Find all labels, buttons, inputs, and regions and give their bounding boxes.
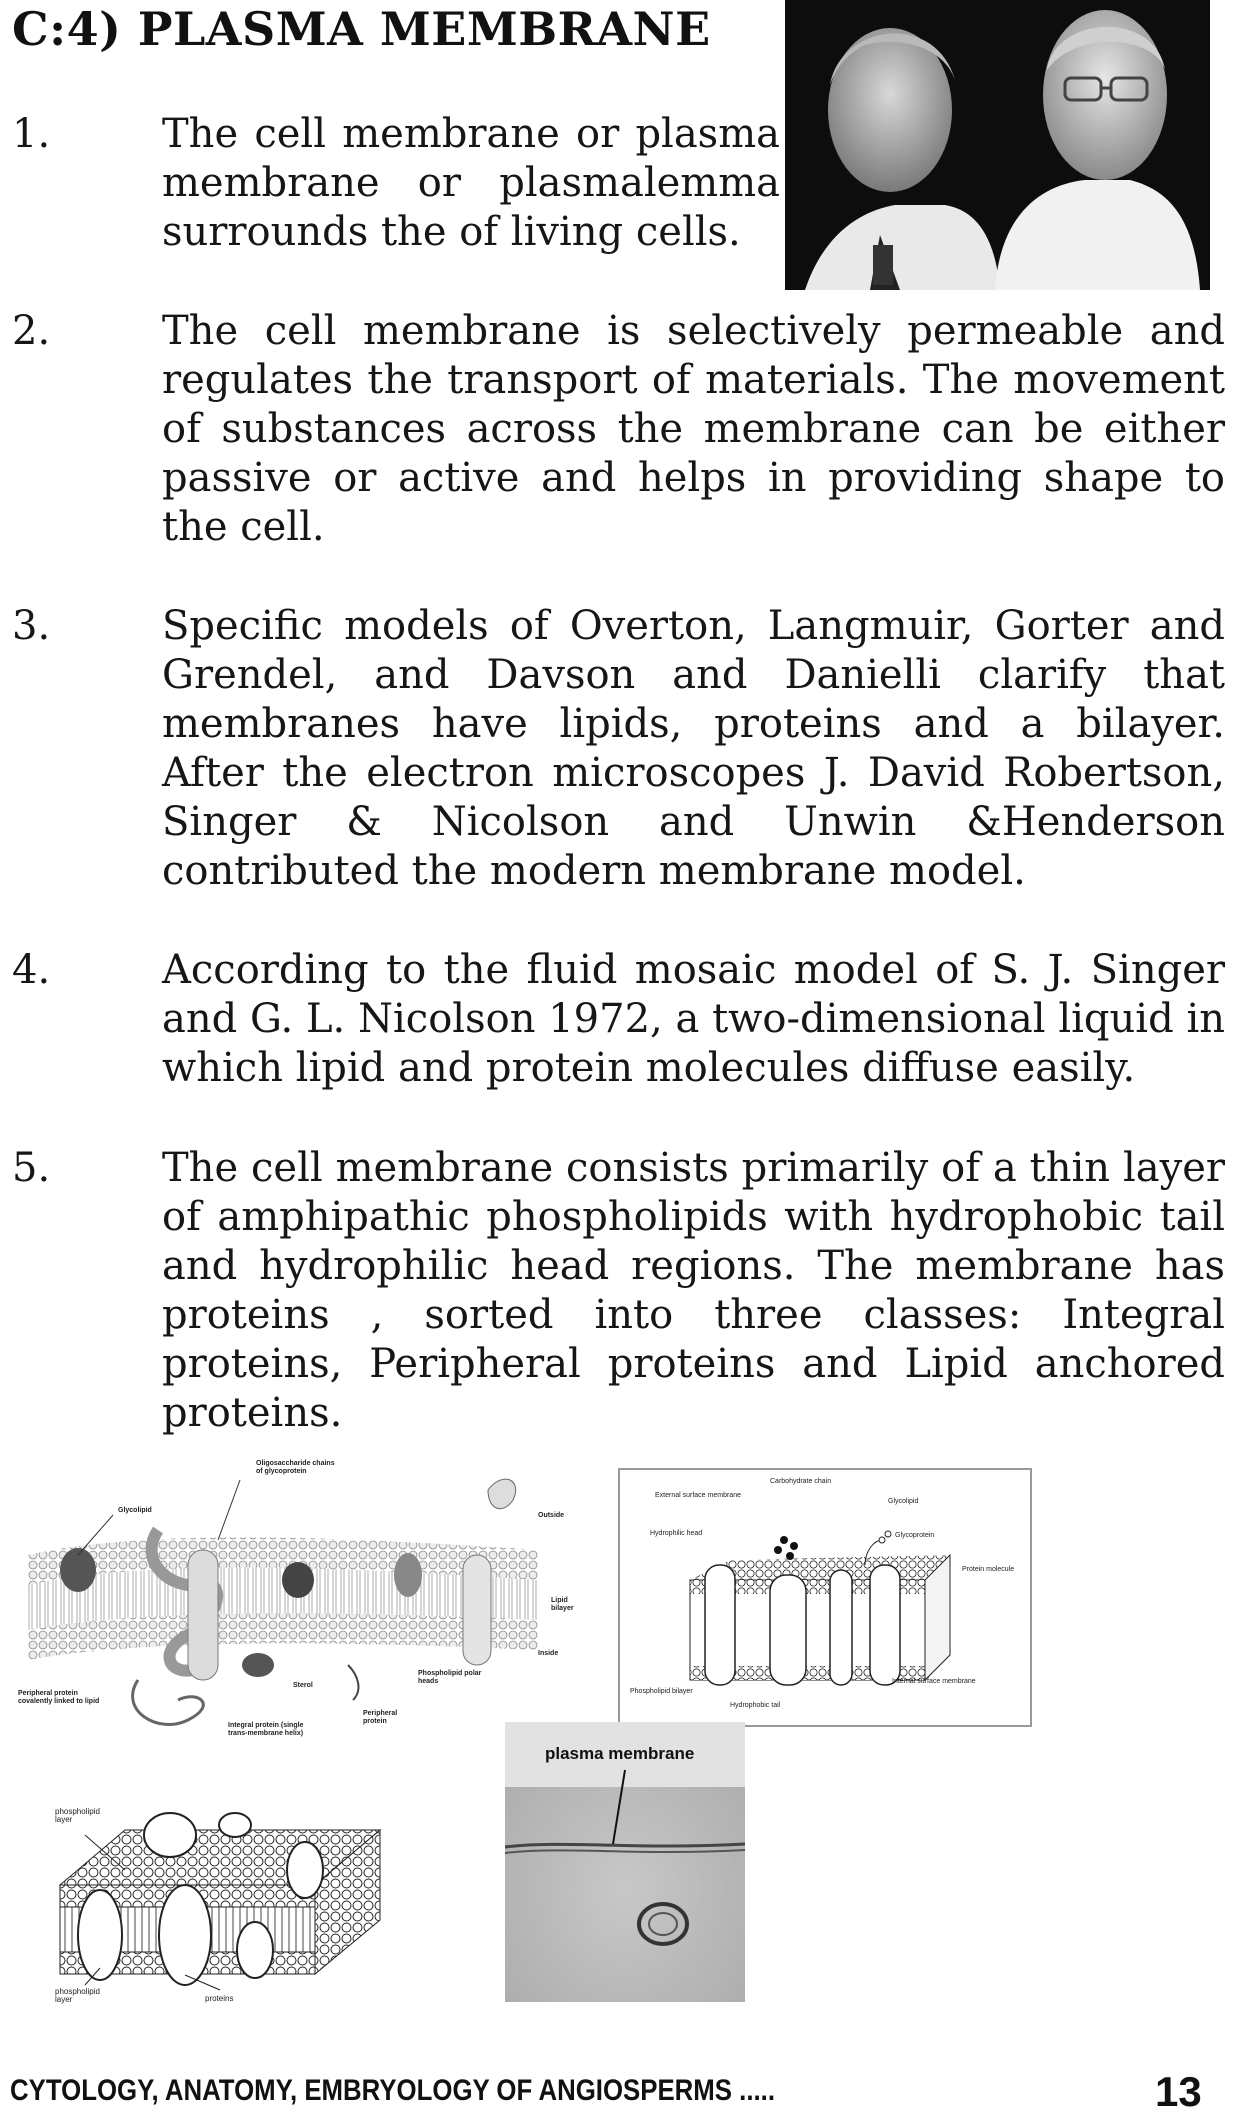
footer-book-title: CYTOLOGY, ANATOMY, EMBRYOLOGY OF ANGIOSPERMS .....	[10, 2074, 776, 2107]
label-peripheral-protein: Peripheral protein	[363, 1710, 398, 1725]
fluid-mosaic-graphic	[18, 1460, 608, 1760]
label-glycolipid: Glycolipid	[118, 1507, 152, 1514]
item-text: Specific models of Overton, Langmuir, Gorter and Grendel, and Davson and Danielli clarify that membranes have lipids, proteins and a bilayer. After the electron microscopes J. David Robertson, Singer & Nicolson and Unwin &Henderson contributed the modern membrane model.	[162, 603, 1225, 894]
label-internal-surface: Internal surface membrane	[892, 1678, 976, 1685]
label-oligosaccharide: Oligosaccharide chains of glycoprotein	[256, 1460, 335, 1475]
label-peripheral-covalent: Peripheral protein covalently linked to lipid	[18, 1690, 100, 1705]
label-proteins: proteins	[205, 1994, 234, 2003]
section-title: C:4) PLASMA MEMBRANE	[12, 2, 711, 56]
scientists-photo	[785, 0, 1210, 290]
label-lipid-bilayer: Lipid bilayer	[551, 1597, 574, 1612]
label-hydrophobic-tail: Hydrophobic tail	[730, 1702, 781, 1709]
item-number: 4.	[12, 947, 51, 993]
label-plasma-membrane: plasma membrane	[545, 1744, 695, 1763]
electron-micrograph	[505, 1722, 745, 2002]
item-number: 5.	[12, 1145, 51, 1191]
label-glycolipid-2: Glycolipid	[888, 1498, 919, 1505]
label-sterol: Sterol	[293, 1682, 313, 1689]
item-text: According to the fluid mosaic model of S. J. Singer and G. L. Nicolson 1972, a two-dimensional liquid in which lipid and protein molecules diffuse easily.	[162, 947, 1225, 1091]
label-inside: Inside	[538, 1650, 559, 1657]
label-outside: Outside	[538, 1512, 565, 1519]
bilayer-proteins-diagram	[55, 1790, 395, 2015]
membrane-structure-graphic	[620, 1470, 1030, 1725]
membrane-structure-diagram	[618, 1468, 1032, 1727]
fluid-mosaic-diagram	[18, 1460, 608, 1760]
item-number: 3.	[12, 603, 51, 649]
item-text: The cell membrane consists primarily of a thin layer of amphipathic phospholipids with hydrophobic tail and hydrophilic head regions. The membrane has proteins , sorted into three classes: Integral proteins, Peripheral proteins and Lipid anchored proteins.	[162, 1145, 1225, 1436]
scientists-photo-graphic	[785, 0, 1210, 290]
label-phospholipid-layer-top: phospholipid layer	[55, 1807, 100, 1824]
label-integral-protein: Integral protein (single trans-membrane helix)	[228, 1722, 304, 1737]
label-phospholipid-bilayer: Phospholipid bilayer	[630, 1688, 693, 1695]
item-text: The cell membrane or plasma membrane or plasmalemma surrounds the of living cells.	[162, 111, 780, 255]
label-external-surface: External surface membrane	[655, 1492, 741, 1499]
item-number: 2.	[12, 308, 51, 354]
label-protein-molecule: Protein molecule	[962, 1566, 1015, 1573]
label-hydrophilic-head: Hydrophilic head	[650, 1530, 703, 1537]
label-phospholipid-layer-bottom: phospholipid layer	[55, 1987, 100, 2004]
item-number: 1.	[12, 111, 51, 157]
label-glycoprotein: Glycoprotein	[895, 1532, 935, 1539]
micrograph-graphic	[505, 1722, 745, 2002]
item-text: The cell membrane is selectively permeable and regulates the transport of materials. The movement of substances across the membrane can be either passive or active and helps in providing shape to the cell.	[162, 308, 1225, 550]
label-phospholipid-heads: Phospholipid polar heads	[418, 1670, 482, 1685]
page-number: 13	[1155, 2068, 1202, 2115]
label-carbohydrate-chain: Carbohydrate chain	[770, 1478, 832, 1485]
